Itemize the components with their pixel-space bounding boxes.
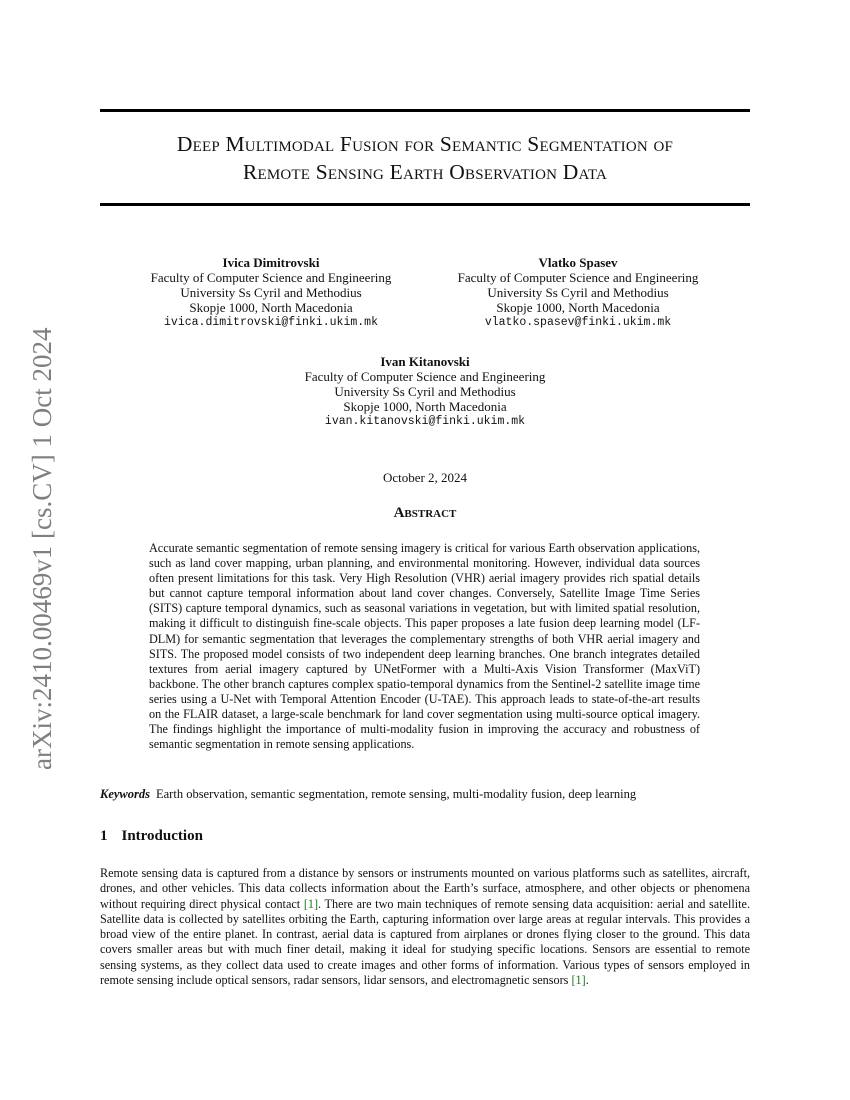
arxiv-identifier: arXiv:2410.00469v1 [cs.CV] 1 Oct 2024 <box>27 327 57 770</box>
author-university: University Ss Cyril and Methodius <box>487 285 669 300</box>
paper-title <box>100 130 750 186</box>
author-address: Skopje 1000, North Macedonia <box>189 300 353 315</box>
author-address: Skopje 1000, North Macedonia <box>496 300 660 315</box>
author-affiliation: Faculty of Computer Science and Engineering <box>150 270 392 285</box>
author-block <box>121 255 421 330</box>
section-number: 1 <box>100 828 108 844</box>
author-name: Ivica Dimitrovski <box>222 255 320 270</box>
author-block <box>275 354 575 429</box>
author-email: ivica.dimitrovski@finki.ukim.mk <box>164 316 378 329</box>
title-rule-top <box>100 109 750 112</box>
author-university: University Ss Cyril and Methodius <box>180 285 362 300</box>
author-block <box>428 255 728 330</box>
paper-date: October 2, 2024 <box>382 470 468 485</box>
author-name: Ivan Kitanovski <box>380 354 470 369</box>
citation-link[interactable]: [1] <box>571 973 586 988</box>
section-title: Introduction <box>121 828 203 844</box>
keywords-label: Keywords <box>100 787 150 801</box>
author-name: Vlatko Spasev <box>538 255 618 270</box>
abstract-heading: Abstract <box>393 505 457 521</box>
intro-text-2: . There are two main techniques of remote sensing data acquisition: aerial and satellite. Satellite data is collected by satellites orbiting the Earth, capturing information over large areas at regular intervals. This provides a broad view of the entire planet. In contrast, aerial data is captured from airplanes or drones flying closer to the ground. This data covers smaller areas but with much finer detail, making it ideal for studying specific locations. Sensors are essential to remote sensing systems, as they collect data used to create images and other forms of information. Various types of sensors employed in remote sensing include optical sensors, radar sensors, lidar sensors, and electromagnetic sensors <box>100 896 750 988</box>
citation-link[interactable]: [1] <box>303 896 319 911</box>
keywords-text: Earth observation, semantic segmentation, remote sensing, multi-modality fusion, deep learning <box>156 787 637 801</box>
author-address: Skopje 1000, North Macedonia <box>343 399 507 414</box>
abstract-text: Accurate semantic segmentation of remote sensing imagery is critical for various Earth observation applications, such as land cover mapping, urban planning, and environmental monitoring. However, individual data sources often present limitations for this task. Very High Resolution (VHR) aerial imagery provides rich spatial details but cannot capture temporal information about land cover changes. Conversely, Satellite Image Time Series (SITS) capture temporal dynamics, such as seasonal variations in vegetation, but with limited spatial resolution, making it difficult to distinguish fine-scale objects. This paper proposes a late fusion deep learning model (LF-DLM) for semantic segmentation that leverages the complementary strengths of both VHR aerial imagery and SITS. The proposed model consists of two independent deep learning branches. One branch integrates detailed textures from aerial imagery captured by UNetFormer with a Multi-Axis Vision Transformer (MaxViT) backbone. The other branch captures complex spatio-temporal dynamics from the Sentinel-2 satellite image time series using a U-Net with Temporal Attention Encoder (U-TAE). This approach leads to state-of-the-art results on the FLAIR dataset, a large-scale benchmark for land cover segmentation using multi-source optical imagery. The findings highlight the importance of multi-modality fusion in improving the accuracy and robustness of semantic segmentation in remote sensing applications. <box>149 541 700 752</box>
title-rule-bottom <box>100 203 750 206</box>
intro-text-3: . <box>585 973 589 988</box>
title-line-1: Deep Multimodal Fusion for Semantic Segmentation of <box>176 132 674 156</box>
title-line-2: Remote Sensing Earth Observation Data <box>242 160 608 184</box>
author-university: University Ss Cyril and Methodius <box>334 384 516 399</box>
intro-paragraph <box>100 866 750 988</box>
intro-text-1: Remote sensing data is captured from a distance by sensors or instruments mounted on various platforms such as satellites, aircraft, drones, and other vehicles. This data collects information about the Earth’s surface, atmosphere, and other objects or phenomena without requiring direct physical contact <box>100 866 750 911</box>
keywords <box>100 787 750 802</box>
author-affiliation: Faculty of Computer Science and Engineering <box>457 270 699 285</box>
section-heading <box>100 828 203 845</box>
author-affiliation: Faculty of Computer Science and Engineering <box>304 369 546 384</box>
author-email: ivan.kitanovski@finki.ukim.mk <box>324 415 526 428</box>
author-email: vlatko.spasev@finki.ukim.mk <box>484 316 672 329</box>
